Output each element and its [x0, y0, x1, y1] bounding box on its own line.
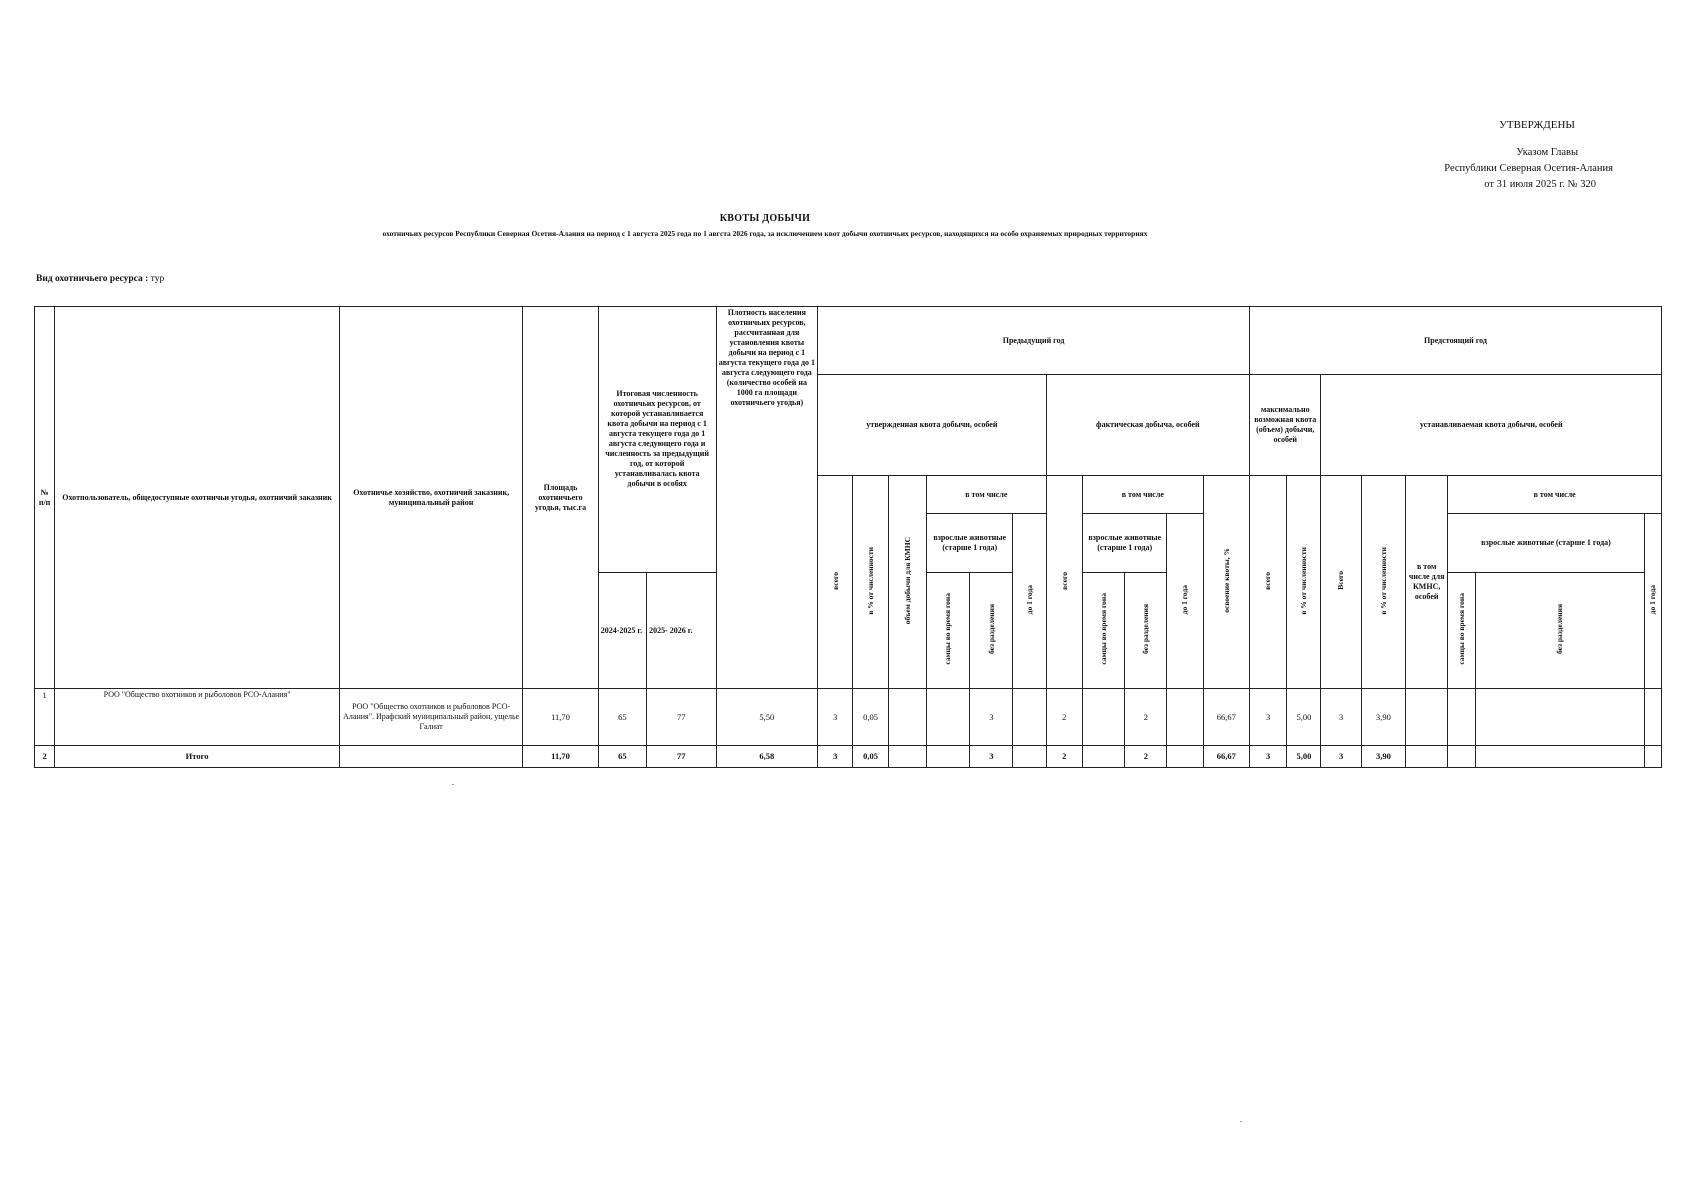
- scan-speck: [452, 784, 454, 785]
- header-prev-total-text: всего: [830, 571, 840, 590]
- header-use-pct: [1203, 476, 1249, 689]
- header-act-adults: взрослые животные (старше 1 года): [1082, 514, 1167, 572]
- header-act-under1: [1167, 514, 1203, 689]
- approval-heading: УТВЕРЖДЕНЫ: [1499, 119, 1575, 131]
- resource-type-value: тур: [150, 274, 165, 284]
- header-year-b: 2025- 2026 г.: [647, 572, 716, 689]
- header-set-total: [1321, 476, 1361, 689]
- cell-count-prev: 65: [598, 745, 646, 767]
- header-prev-nodiv: [970, 572, 1013, 689]
- cell-set-nodiv: [1475, 689, 1644, 745]
- header-max-quota: максимально возможная квота (объем) добычи, особей: [1250, 375, 1321, 476]
- cell-count-next: 77: [647, 689, 716, 745]
- cell-prev-kmns: [888, 689, 926, 745]
- cell-prev-total: 3: [818, 745, 853, 767]
- cell-area: 11,70: [523, 745, 599, 767]
- header-act-total-text: всего: [1059, 571, 1069, 590]
- header-prev-under1: [1013, 514, 1046, 689]
- cell-user: РОО "Общество охотников и рыболовов РСО-Алания": [55, 689, 340, 745]
- cell-max-total: 3: [1250, 689, 1287, 745]
- cell-set-males: [1448, 745, 1475, 767]
- approval-line-3: от 31 июля 2025 г. № 320: [1484, 179, 1596, 190]
- cell-act-males: [1082, 745, 1124, 767]
- cell-farm: РОО "Общество охотников и рыболовов РСО-Алания". Ирафский муниципальный район, ущелье Галиат: [340, 689, 523, 745]
- cell-prev-total: 3: [818, 689, 853, 745]
- header-prev-adults: взрослые животные (старше 1 года): [926, 514, 1013, 572]
- cell-set-kmns: [1406, 689, 1448, 745]
- cell-count-prev: 65: [598, 689, 646, 745]
- header-set-males: [1448, 572, 1475, 689]
- cell-set-total: 3: [1321, 689, 1361, 745]
- cell-prev-pct: 0,05: [853, 745, 888, 767]
- header-max-pct: [1287, 476, 1321, 689]
- cell-set-males: [1448, 689, 1475, 745]
- cell-set-under1: [1644, 689, 1661, 745]
- header-set-pct-text: в % от численности: [1378, 546, 1388, 615]
- header-prev-year: Предыдущий год: [818, 307, 1250, 375]
- cell-set-total: 3: [1321, 745, 1361, 767]
- cell-num: 1: [35, 689, 55, 745]
- header-max-total: [1250, 476, 1287, 689]
- header-area: Площадь охотничьего угодья, тыс.га: [523, 307, 599, 689]
- header-set-adults: взрослые животные (старше 1 года): [1448, 514, 1644, 572]
- header-max-total-text: всего: [1263, 571, 1273, 590]
- cell-act-under1: [1167, 745, 1203, 767]
- cell-set-under1: [1644, 745, 1661, 767]
- approval-block: [1353, 117, 1613, 193]
- cell-prev-kmns: [888, 745, 926, 767]
- approval-line-1: Указом Главы: [1516, 147, 1578, 158]
- cell-prev-under1: [1013, 745, 1046, 767]
- header-user: Охотпользователь, общедоступные охотничьи угодья, охотничий заказник: [55, 307, 340, 689]
- cell-act-nodiv: 2: [1125, 689, 1167, 745]
- header-approved-quota: утвержденная квота добычи, особей: [818, 375, 1047, 476]
- cell-act-males: [1082, 689, 1124, 745]
- header-act-males-text: самцы во время гона: [1098, 593, 1108, 665]
- cell-prev-pct: 0,05: [853, 689, 888, 745]
- approval-line-2: Республики Северная Осетия-Алания: [1444, 163, 1613, 174]
- header-set-quota: устанавливаемая квота добычи, особей: [1321, 375, 1662, 476]
- cell-act-total: 2: [1046, 689, 1082, 745]
- header-total-count: Итоговая численность охотничьих ресурсов, от которой устанавливается квота добычи на период с 1 августа текущего года до 1 августа следующего года и численность за предыдущий год, от которой устанавливалась квота добычи в особях: [598, 307, 716, 573]
- cell-max-pct: 5,00: [1287, 745, 1321, 767]
- header-density: Плотность населения охотничьих ресурсов, рассчитанная для установления квоты добычи на период с 1 августа текущего года до 1 августа следующего года (количество особей на 1000 га площади охотничьего угодья): [716, 307, 818, 689]
- header-act-nodiv-text: без разделения: [1141, 604, 1151, 655]
- header-act-total: [1046, 476, 1082, 689]
- quota-table: [34, 306, 1662, 768]
- header-prev-nodiv-text: без разделения: [986, 604, 996, 655]
- header-prev-pct: [853, 476, 888, 689]
- cell-user: Итого: [55, 745, 340, 767]
- header-prev-total: [818, 476, 853, 689]
- cell-max-pct: 5,00: [1287, 689, 1321, 745]
- header-prev-males-text: самцы во время гона: [943, 593, 953, 665]
- cell-act-nodiv: 2: [1125, 745, 1167, 767]
- cell-prev-males: [926, 745, 969, 767]
- cell-farm: [340, 745, 523, 767]
- cell-set-pct: 3,90: [1361, 689, 1405, 745]
- header-prev-males: [926, 572, 969, 689]
- table-row: [35, 689, 1662, 745]
- cell-prev-nodiv: 3: [970, 689, 1013, 745]
- header-prev-including: в том числе: [926, 476, 1046, 514]
- cell-count-next: 77: [647, 745, 716, 767]
- header-num: № п/п: [35, 307, 55, 689]
- header-use-pct-text: освоение квоты, %: [1221, 548, 1231, 614]
- header-prev-kmns: [888, 476, 926, 689]
- header-set-under1-text: до 1 года: [1648, 585, 1658, 615]
- header-set-males-text: самцы во время гона: [1456, 593, 1466, 665]
- cell-max-total: 3: [1250, 745, 1287, 767]
- header-prev-under1-text: до 1 года: [1024, 585, 1034, 615]
- cell-density: 6,58: [716, 745, 818, 767]
- header-set-kmns: в том числе для КМНС, особей: [1406, 476, 1448, 689]
- header-set-total-text: Всего: [1336, 571, 1346, 591]
- header-next-year: Предстоящий год: [1250, 307, 1662, 375]
- cell-set-nodiv: [1475, 745, 1644, 767]
- resource-type-label: Вид охотничьего ресурса :: [36, 274, 149, 284]
- cell-prev-nodiv: 3: [970, 745, 1013, 767]
- header-act-nodiv: [1125, 572, 1167, 689]
- cell-act-under1: [1167, 689, 1203, 745]
- header-max-pct-text: в % от численности: [1299, 546, 1309, 615]
- header-act-under1-text: до 1 года: [1180, 585, 1190, 615]
- header-farm: Охотничье хозяйство, охотничий заказник, муниципальный район: [340, 307, 523, 689]
- cell-density: 5,50: [716, 689, 818, 745]
- header-set-nodiv-text: без разделения: [1554, 604, 1564, 655]
- document-subtitle: охотничьих ресурсов Республики Северная Осетия-Алания на период с 1 августа 2025 года по 1 авгста 2026 года, за исключением квот добычи охотничьих ресурсов, находящихся на особо охраняемых природных территориях: [382, 229, 1148, 238]
- header-set-including: в том числе: [1448, 476, 1662, 514]
- header-year-a: 2024-2025 г.: [598, 572, 646, 689]
- resource-type: [36, 274, 164, 284]
- cell-set-pct: 3,90: [1361, 745, 1405, 767]
- cell-num: 2: [35, 745, 55, 767]
- header-prev-kmns-text: объем добычи для КМНС: [902, 537, 912, 625]
- cell-act-total: 2: [1046, 745, 1082, 767]
- cell-prev-males: [926, 689, 969, 745]
- cell-use-pct: 66,67: [1203, 689, 1249, 745]
- header-set-under1: [1644, 514, 1661, 689]
- cell-set-kmns: [1406, 745, 1448, 767]
- document-title: КВОТЫ ДОБЫЧИ: [719, 213, 811, 224]
- header-set-nodiv: [1475, 572, 1644, 689]
- cell-use-pct: 66,67: [1203, 745, 1249, 767]
- header-set-pct: [1361, 476, 1405, 689]
- cell-prev-under1: [1013, 689, 1046, 745]
- cell-area: 11,70: [523, 689, 599, 745]
- table-row-total: [35, 745, 1662, 767]
- header-prev-pct-text: в % от численности: [865, 546, 875, 615]
- header-actual-harvest: фактическая добыча, особей: [1046, 375, 1249, 476]
- header-act-males: [1082, 572, 1124, 689]
- header-act-including: в том числе: [1082, 476, 1203, 514]
- scan-speck: [1240, 1121, 1242, 1122]
